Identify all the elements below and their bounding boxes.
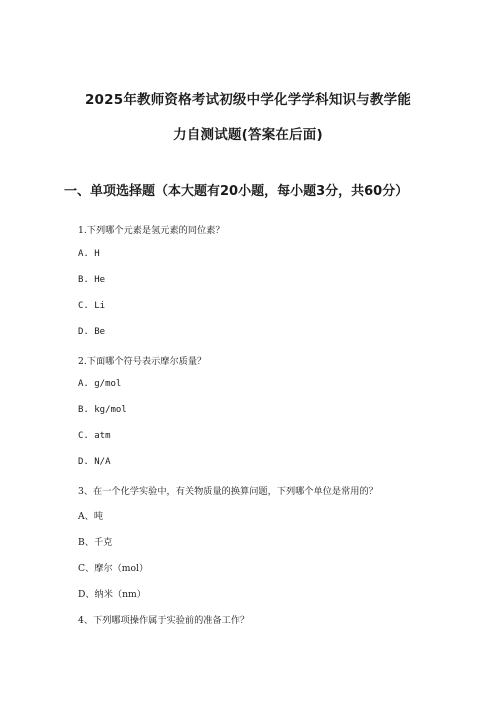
question-option: A. H <box>78 249 100 259</box>
question-option: B. He <box>78 275 106 285</box>
question-stem: 4、下列哪项操作属于实验前的准备工作？ <box>78 615 250 626</box>
question-option: D. N/A <box>78 457 111 467</box>
question-option: C. Li <box>78 301 106 311</box>
question-stem: 2.下面哪个符号表示摩尔质量？ <box>78 356 207 367</box>
document-title-line-1: 2025年教师资格考试初级中学化学学科知识与教学能 <box>84 92 412 108</box>
question-stem: 1.下列哪个元素是氢元素的同位素？ <box>78 225 225 236</box>
question-stem: 3、在一个化学实验中，有关物质量的换算问题，下列哪个单位是常用的？ <box>78 486 378 497</box>
question-option: B、千克 <box>78 537 113 548</box>
question-option: B. kg/mol <box>78 405 127 415</box>
question-option: A、吨 <box>78 511 104 522</box>
question-option: D. Be <box>78 327 106 337</box>
document-title-line-2: 力自测试题(答案在后面) <box>173 127 323 143</box>
question-option: C. atm <box>78 431 111 441</box>
question-option: A. g/mol <box>78 379 122 389</box>
question-option: C、摩尔（mol） <box>78 563 149 574</box>
section-heading: 一、单项选择题（本大题有20小题，每小题3分，共60分） <box>64 184 409 199</box>
question-option: D、纳米（nm） <box>78 589 146 600</box>
